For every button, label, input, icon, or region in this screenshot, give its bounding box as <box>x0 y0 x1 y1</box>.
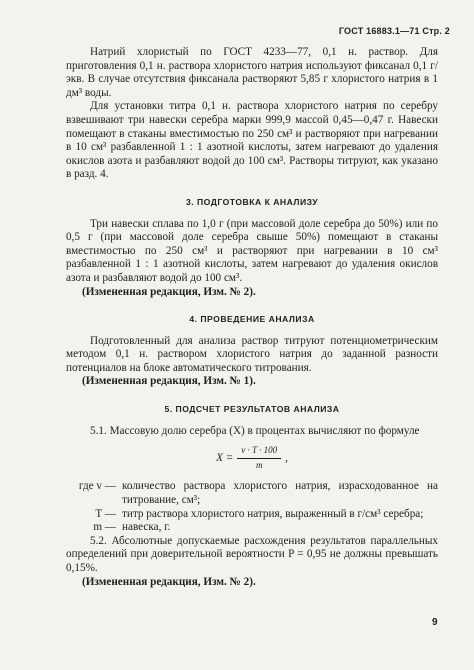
definition-v <box>66 480 438 507</box>
definition-label: T — <box>95 507 116 520</box>
page-content <box>66 46 438 589</box>
section-3-edit-note: (Измененная редакция, Изм. № 2). <box>82 285 256 298</box>
page-number: 9 <box>432 617 438 628</box>
definition-label: где v — <box>78 480 116 493</box>
section-3-title: 3. ПОДГОТОВКА К АНАЛИЗУ <box>185 196 319 207</box>
section-5-1-paragraph: 5.1. Массовую долю серебра (X) в процентах вычисляют по формуле <box>90 424 420 437</box>
definition-text: навеска, г. <box>122 521 171 534</box>
formula-tail: , <box>285 451 288 464</box>
formula-fraction <box>237 444 281 472</box>
definition-m <box>66 521 438 535</box>
definition-text: титр раствора хлористого натрия, выраженный в г/см³ серебра; <box>122 507 424 520</box>
section-4-title: 4. ПРОВЕДЕНИЕ АНАЛИЗА <box>189 314 315 325</box>
section-5-edit-note: (Измененная редакция, Изм. № 2). <box>82 575 256 588</box>
section-3-paragraph: Три навески сплава по 1,0 г (при массовой доле серебра до 50%) или по 0,5 г (при массовой доле серебра свыше 50%) помещают в стаканы вместимостью по 250 см³ и растворяют при нагревании в 10 см³ разбавленной 1 : 1 азотной кислоты, затем нагревают до удаления окислов азота и разбавляют водой до 100 см³. <box>66 217 438 284</box>
paragraph-reagent-nacl: Натрий хлористый по ГОСТ 4233—77, 0,1 н. раствор. Для приготовления 0,1 н. раствора хлористого натрия используют фиксанал 0,1 г/экв. В случае отсутствия фиксанала растворяют 5,85 г хлористого натрия в 1 дм³ воды. <box>66 46 438 99</box>
definition-text: количество раствора хлористого натрия, израсходованное на титрование, см³; <box>122 480 438 507</box>
definition-label: m — <box>93 521 116 534</box>
section-5-2-paragraph: 5.2. Абсолютные допускаемые расхождения результатов параллельных определений при доверительной вероятности P = 0,95 не должны превышать 0,15%. <box>66 534 438 574</box>
formula-denominator: m <box>255 459 263 470</box>
section-4-edit-note: (Измененная редакция, Изм. № 1). <box>82 375 256 388</box>
definition-t <box>66 508 438 522</box>
section-5-title: 5. ПОДСЧЕТ РЕЗУЛЬТАТОВ АНАЛИЗА <box>164 404 340 415</box>
formula-numerator: v · T · 100 <box>237 444 281 459</box>
section-4-paragraph: Подготовленный для анализа раствор титруют потенциометрическим методом 0,1 н. раствором хлористого натрия до заданной разности потенциалов на блоке автоматического титрования. <box>66 334 438 374</box>
variable-definitions <box>66 480 438 534</box>
formula-silver-fraction <box>66 444 438 472</box>
paragraph-titer-setup: Для установки титра 0,1 н. раствора хлористого натрия по серебру взвешивают три навески серебра марки 999,9 массой 0,45—0,47 г. Навески помещают в стаканы вместимостью по 250 см³ и растворяют при нагревании в 10 см³ разбавленной 1 : 1 азотной кислоты, затем нагревают до удаления окислов азота и разбавляют водой до 100 см³. Растворы титруют, как указано в разд. 4. <box>66 100 438 181</box>
running-header: ГОСТ 16883.1—71 Стр. 2 <box>338 26 450 36</box>
formula-lhs: X = <box>216 451 234 464</box>
